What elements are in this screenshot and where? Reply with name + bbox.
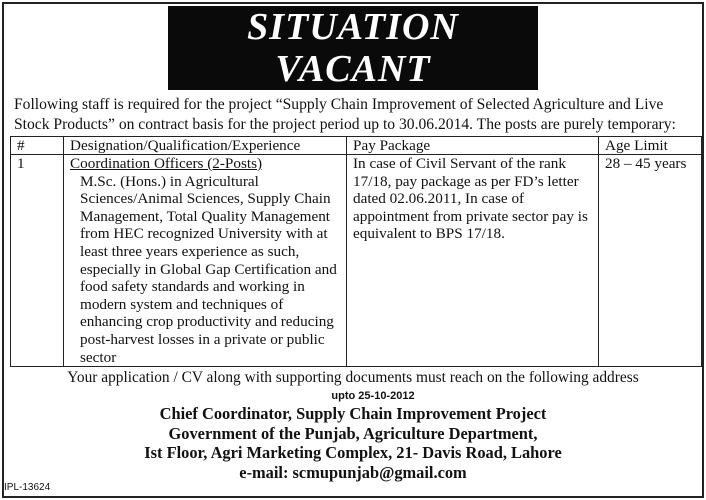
header-designation: Designation/Qualification/Experience: [64, 137, 347, 155]
row-number: 1: [11, 155, 64, 367]
address-line: Chief Coordinator, Supply Chain Improvement Project: [159, 404, 547, 424]
intro-paragraph: Following staff is required for the project “Supply Chain Improvement of Selected Agriculture and Live Stock Products” on contract basis for the project period up to 30.06.2014. The posts are purely temporary:: [14, 96, 676, 133]
qualification-text: M.Sc. (Hons.) in Agricultural Sciences/Animal Sciences, Supply Chain Management, Total Quality Management from HEC recognized University with at least three years experience as such, especially in Global Gap Certification and food safety standards and working in modern system and techniques of enhancing crop productivity and reducing post-harvest losses in a private or public sector: [80, 172, 337, 366]
pay-cell: In case of Civil Servant of the rank 17/18, pay package as per FD’s letter dated 02.06.2011, In case of appointment from private sector pay is equivalent to BPS 17/18.: [347, 155, 599, 367]
address-line: Government of the Punjab, Agriculture Department,: [168, 423, 538, 443]
header-pay: Pay Package: [347, 137, 599, 155]
address-line: Ist Floor, Agri Marketing Complex, 21- Davis Road, Lahore: [144, 443, 562, 463]
application-instruction: Your application / CV along with supporting documents must reach on the following address: [67, 369, 639, 387]
designation-title: Coordination Officers (2-Posts): [70, 155, 263, 172]
positions-table: [10, 136, 702, 367]
table-header-row: [11, 137, 702, 155]
header-age: Age Limit: [599, 137, 702, 155]
ad-code: IPL-13624: [4, 482, 51, 494]
email-line: e-mail: scmupunjab@gmail.com: [239, 462, 467, 482]
table-row: [11, 155, 702, 367]
designation-cell: [64, 155, 347, 367]
header-number: #: [11, 137, 64, 155]
age-cell: 28 – 45 years: [599, 155, 702, 367]
ad-border: [2, 2, 704, 498]
ad-title: SITUATION VACANT: [168, 6, 538, 90]
deadline: upto 25-10-2012: [331, 390, 415, 403]
address-block: [8, 404, 698, 482]
